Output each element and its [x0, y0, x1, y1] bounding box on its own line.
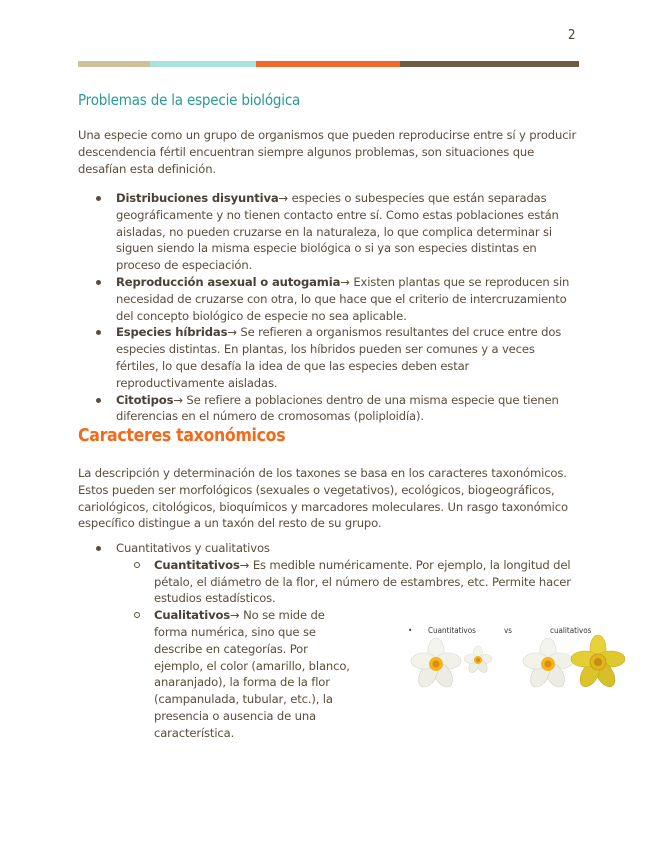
header-color-bar: [78, 61, 579, 67]
color-bar-segment: [400, 61, 579, 67]
list-item: Reproducción asexual o autogamia→ Existen plantas que se reproducen sin necesidad de cruzarse con otra, lo que hace que el criterio de intercruzamiento del concepto biológico de especie no sea aplicable.: [78, 274, 578, 324]
list-item: Cuantitativos y cualitativos Cuantitativos→ Es medible numéricamente. Por ejemplo, la longitud del pétalo, el diámetro de la flor, el número de estambres, etc. Permite hacer estudios estadísticos. Cualitativos→ No se mide de forma numérica, sino que se describe en categorías. Por ejemplo, el color (amarillo, blanco, anaranjado), la forma de la flor (campanulada, tubular, etc.), la presencia o ausencia de una característica.: [78, 540, 578, 742]
color-bar-segment: [256, 61, 400, 67]
flower-comparison-figure: [406, 622, 626, 694]
flower-illustration: [406, 622, 626, 694]
page-number: 2: [568, 28, 576, 43]
problems-list: [78, 190, 578, 425]
yellow-daffodil: [571, 635, 625, 690]
section-heading-problemas: Problemas de la especie biológica: [78, 91, 301, 109]
list-item: Especies híbridas→ Se refieren a organismos resultantes del cruce entre dos especies distintas. En plantas, los híbridos pueden ser comunes y a veces fértiles, lo que desafía la idea de que las especies deben estar reproductivamente aisladas.: [78, 324, 578, 391]
list-item: Distribuciones disyuntiva→ especies o subespecies que están separadas geográficamente y no tienen contacto entre sí. Como estas poblaciones están aisladas, no pueden cruzarse en la naturaleza, lo que complica determinar si siguen siendo la misma especie biológica o si ya son especies distintas en proceso de especiación.: [78, 190, 578, 274]
white-daffodil-small: [464, 646, 492, 674]
color-bar-segment: [150, 61, 256, 67]
section-intro-caracteres: La descripción y determinación de los taxones se basa en los caracteres taxonómicos. Estos pueden ser morfológicos (sexuales o vegetativos), ecológicos, biogeográficos, cariológicos, citológicos, bioquímicos y marcadores moleculares. Un rasgo taxonómico específico distingue a un taxón del resto de su grupo.: [78, 466, 568, 531]
figure-label-cualitativos: cualitativos: [550, 626, 592, 635]
figure-bullet: •: [408, 626, 413, 635]
section-heading-caracteres: Caracteres taxonómicos: [78, 426, 286, 446]
section-intro-problemas: Una especie como un grupo de organismos que pueden reproducirse entre sí y producir descendencia fértil encuentran siempre algunos problemas, son situaciones que desafían esta definición.: [78, 128, 577, 176]
sub-list-item: Cuantitativos→ Es medible numéricamente. Por ejemplo, la longitud del pétalo, el diámetro de la flor, el número de estambres, etc. Permite hacer estudios estadísticos.: [116, 557, 578, 607]
figure-label-cuantitativos: Cuantitativos: [428, 626, 476, 635]
white-daffodil-qualitative: [523, 638, 573, 690]
white-daffodil-large: [411, 638, 461, 690]
figure-label-vs: vs: [504, 626, 513, 635]
sub-list-item: Cualitativos→ No se mide de forma numérica, sino que se describe en categorías. Por ejemplo, el color (amarillo, blanco, anaranjado), la forma de la flor (campanulada, tubular, etc.), la presencia o ausencia de una característica.: [116, 607, 354, 741]
color-bar-segment: [78, 61, 150, 67]
list-item: Citotipos→ Se refiere a poblaciones dentro de una misma especie que tienen diferencias en el número de cromosomas (poliploidía).: [78, 392, 578, 426]
